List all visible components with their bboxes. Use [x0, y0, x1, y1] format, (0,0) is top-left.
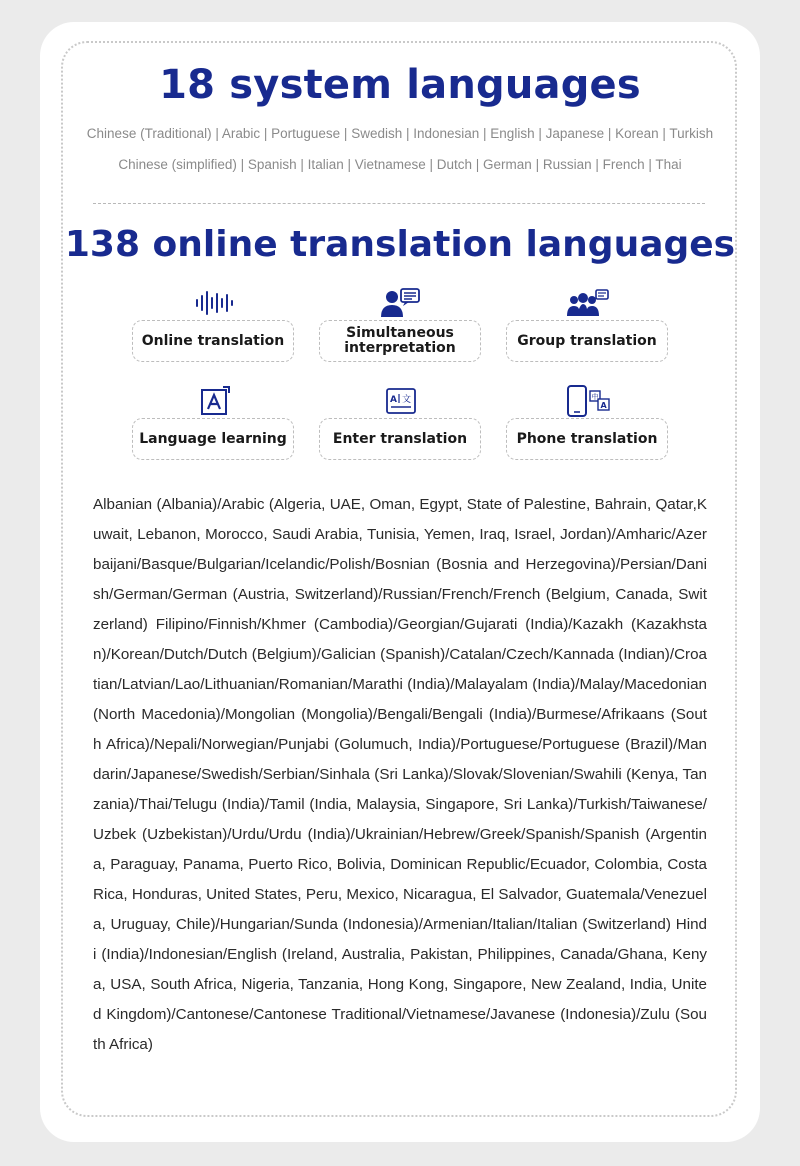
svg-text:A: A [600, 401, 607, 410]
person-speech-icon [319, 286, 483, 320]
system-languages-title: 18 system languages [159, 62, 641, 108]
language-learning-label: Language learning [132, 418, 294, 460]
section-divider [93, 203, 705, 204]
phone-translation-label: Phone translation [506, 418, 668, 460]
svg-text:中: 中 [591, 393, 599, 401]
online-languages-title: 138 online translation languages [64, 224, 736, 265]
text-translate-icon [319, 384, 483, 418]
enter-translation-label: Enter translation [319, 418, 481, 460]
simultaneous-interpretation-label: Simultaneous interpretation [319, 320, 481, 362]
phone-translate-icon [506, 384, 670, 418]
letter-a-icon [132, 384, 296, 418]
online-languages-list: Albanian (Albania)/Arabic (Algeria, UAE, Oman, Egypt, State of Palestine, Bahrain, Qatar,Kuwait, Lebanon, Morocco, Saudi Arabia, Tunisia, Yemen, Iraq, Israel, Jordan)/Amharic/Azerbaijani/Basque/Bulgarian/Icelandic/Polish/Bosnian (Bosnia and Herzegovina)/Persian/Danish/German/German (Austria, Switzerland)/Russian/French/French (Belgium, Canada, Switzerland) Filipino/Finnish/Khmer (Cambodia)/Georgian/Gujarati (India)/Kazakh (Kazakhstan)/Korean/Dutch/Dutch (Belgium)/Galician (Spanish)/Catalan/Czech/Kannada (Indian)/Croatian/Latvian/Lao/Lithuanian/Romanian/Marathi (India)/Malayalam (India)/Malay/Macedonian (North Macedonia)/Mongolian (Mongolia)/Bengali/Bengali (India)/Burmese/Afrikaans (South Africa)/Nepali/Norwegian/Punjabi (Golumuch, India)/Portuguese/Portuguese (Brazil)/Mandarin/Japanese/Swedish/Serbian/Sinhala (Sri Lanka)/Slovak/Slovenian/Swahili (Kenya, Tanzania)/Thai/Telugu (India)/Tamil (India, Malaysia, Singapore, Sri Lanka)/Turkish/Taiwanese/Uzbek (Uzbekistan)/Urdu/Urdu (India)/Ukrainian/Hebrew/Greek/Spanish/Spanish (Argentina, Paraguay, Panama, Puerto Rico, Bolivia, Dominican Republic/Ecuador, Colombia, Costa Rica, Honduras, United States, Peru, Mexico, Nicaragua, El Salvador, Guatemala/Venezuela, Uruguay, Chile)/Hungarian/Sunda (Indonesia)/Armenian/Italian/Italian (Switzerland) Hindi (India)/Indonesian/English (Ireland, Australia, Pakistan, Philippines, Canada/Ghana, Kenya, USA, South Africa, Nigeria, Tanzania, Hong Kong, Singapore, New Zealand, India, United Kingdom)/Cantonese/Cantonese Traditional/Vietnamese/Javanese (Indonesia)/Zulu (South Africa) [93, 496, 707, 1053]
system-languages-line-2: Chinese (simplified) | Spanish | Italian | Vietnamese | Dutch | German | Russian | French | Thai [118, 157, 682, 172]
system-languages-line-1: Chinese (Traditional) | Arabic | Portuguese | Swedish | Indonesian | English | Japanese | Korean | Turkish [86, 126, 714, 141]
svg-text:文: 文 [402, 395, 412, 405]
group-chat-icon [506, 286, 670, 320]
group-translation-label: Group translation [506, 320, 668, 362]
svg-text:A: A [390, 395, 397, 405]
sound-wave-icon [132, 286, 296, 320]
online-translation-label: Online translation [132, 320, 294, 362]
